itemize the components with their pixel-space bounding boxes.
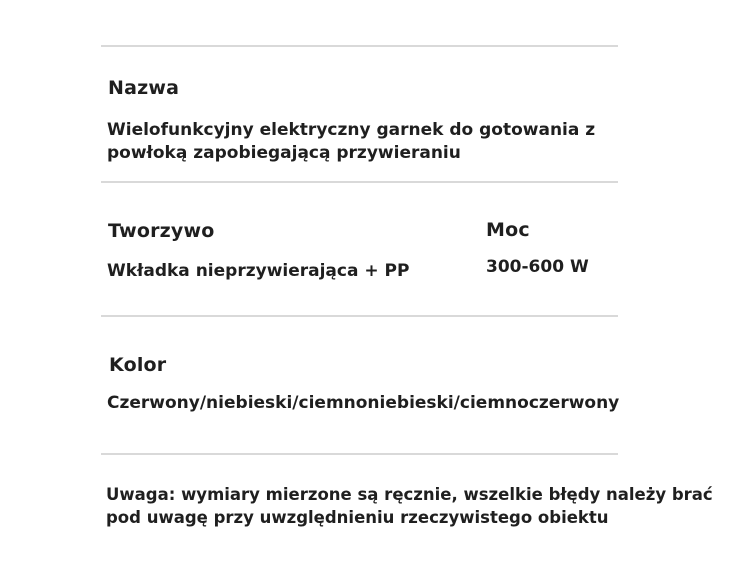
color-value: Czerwony/niebieski/ciemnoniebieski/ciemnoczerwony bbox=[107, 393, 620, 413]
color-label: Kolor bbox=[109, 354, 167, 376]
name-value: Wielofunkcyjny elektryczny garnek do gotowania z powłoką zapobiegającą przywieraniu bbox=[107, 120, 596, 163]
divider-after-color bbox=[101, 453, 618, 455]
material-label: Tworzywo bbox=[108, 220, 215, 242]
divider-after-name bbox=[101, 181, 618, 183]
power-label: Moc bbox=[486, 219, 530, 241]
divider-after-material bbox=[101, 315, 618, 317]
power-value: 300-600 W bbox=[486, 257, 589, 277]
name-label: Nazwa bbox=[108, 77, 180, 99]
measurement-note: Uwaga: wymiary mierzone są ręcznie, wszelkie błędy należy brać pod uwagę przy uwzględnieniu rzeczywistego obiektu bbox=[106, 485, 713, 527]
divider-top bbox=[101, 45, 618, 47]
material-value: Wkładka nieprzywierająca + PP bbox=[107, 261, 410, 281]
